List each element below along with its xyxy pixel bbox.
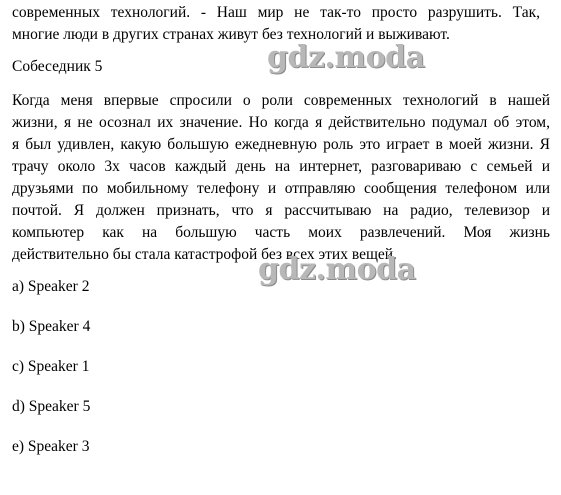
text-line: я был удивлен, какую большую ежедневную роль это играет в моей жизни. Я [12,136,550,153]
answer-option-e: e) Speaker 3 [12,438,90,455]
text-line: почтой. Я должен признать, что я рассчитываю на радио, телевизор и [12,202,550,219]
paragraph-speaker-5 [12,90,550,266]
watermark-logo: gdz.moda [258,252,416,287]
answer-option-d: d) Speaker 5 [12,398,91,415]
text-line: друзьями по мобильному телефону и отправляю сообщения телефоном или [12,180,550,197]
answer-option-b: b) Speaker 4 [12,318,91,335]
text-line: многие люди в других странах живут без технологий и выживают. [12,26,450,43]
answer-option-a: a) Speaker 2 [12,278,90,295]
text-line: действительно бы стала катастрофой без всех этих вещей. [12,246,397,263]
text-line: Когда меня впервые спросили о роли современных технологий в нашей [12,92,550,109]
answer-option-c: c) Speaker 1 [12,358,90,375]
text-line: современных технологий. - Наш мир не так-то просто разрушить. Так, [12,4,540,21]
text-line: жизни, я не осознал их значение. Но когда я действительно подумал об этом, [12,114,550,131]
speaker-heading: Собеседник 5 [12,58,103,75]
text-line: компьютер как на большую часть моих развлечений. Моя жизнь [12,224,550,241]
text-line: трачу около 3х часов каждый день на интернет, разговариваю с семьей и [12,158,550,175]
watermark-logo: gdz.moda [267,40,425,75]
